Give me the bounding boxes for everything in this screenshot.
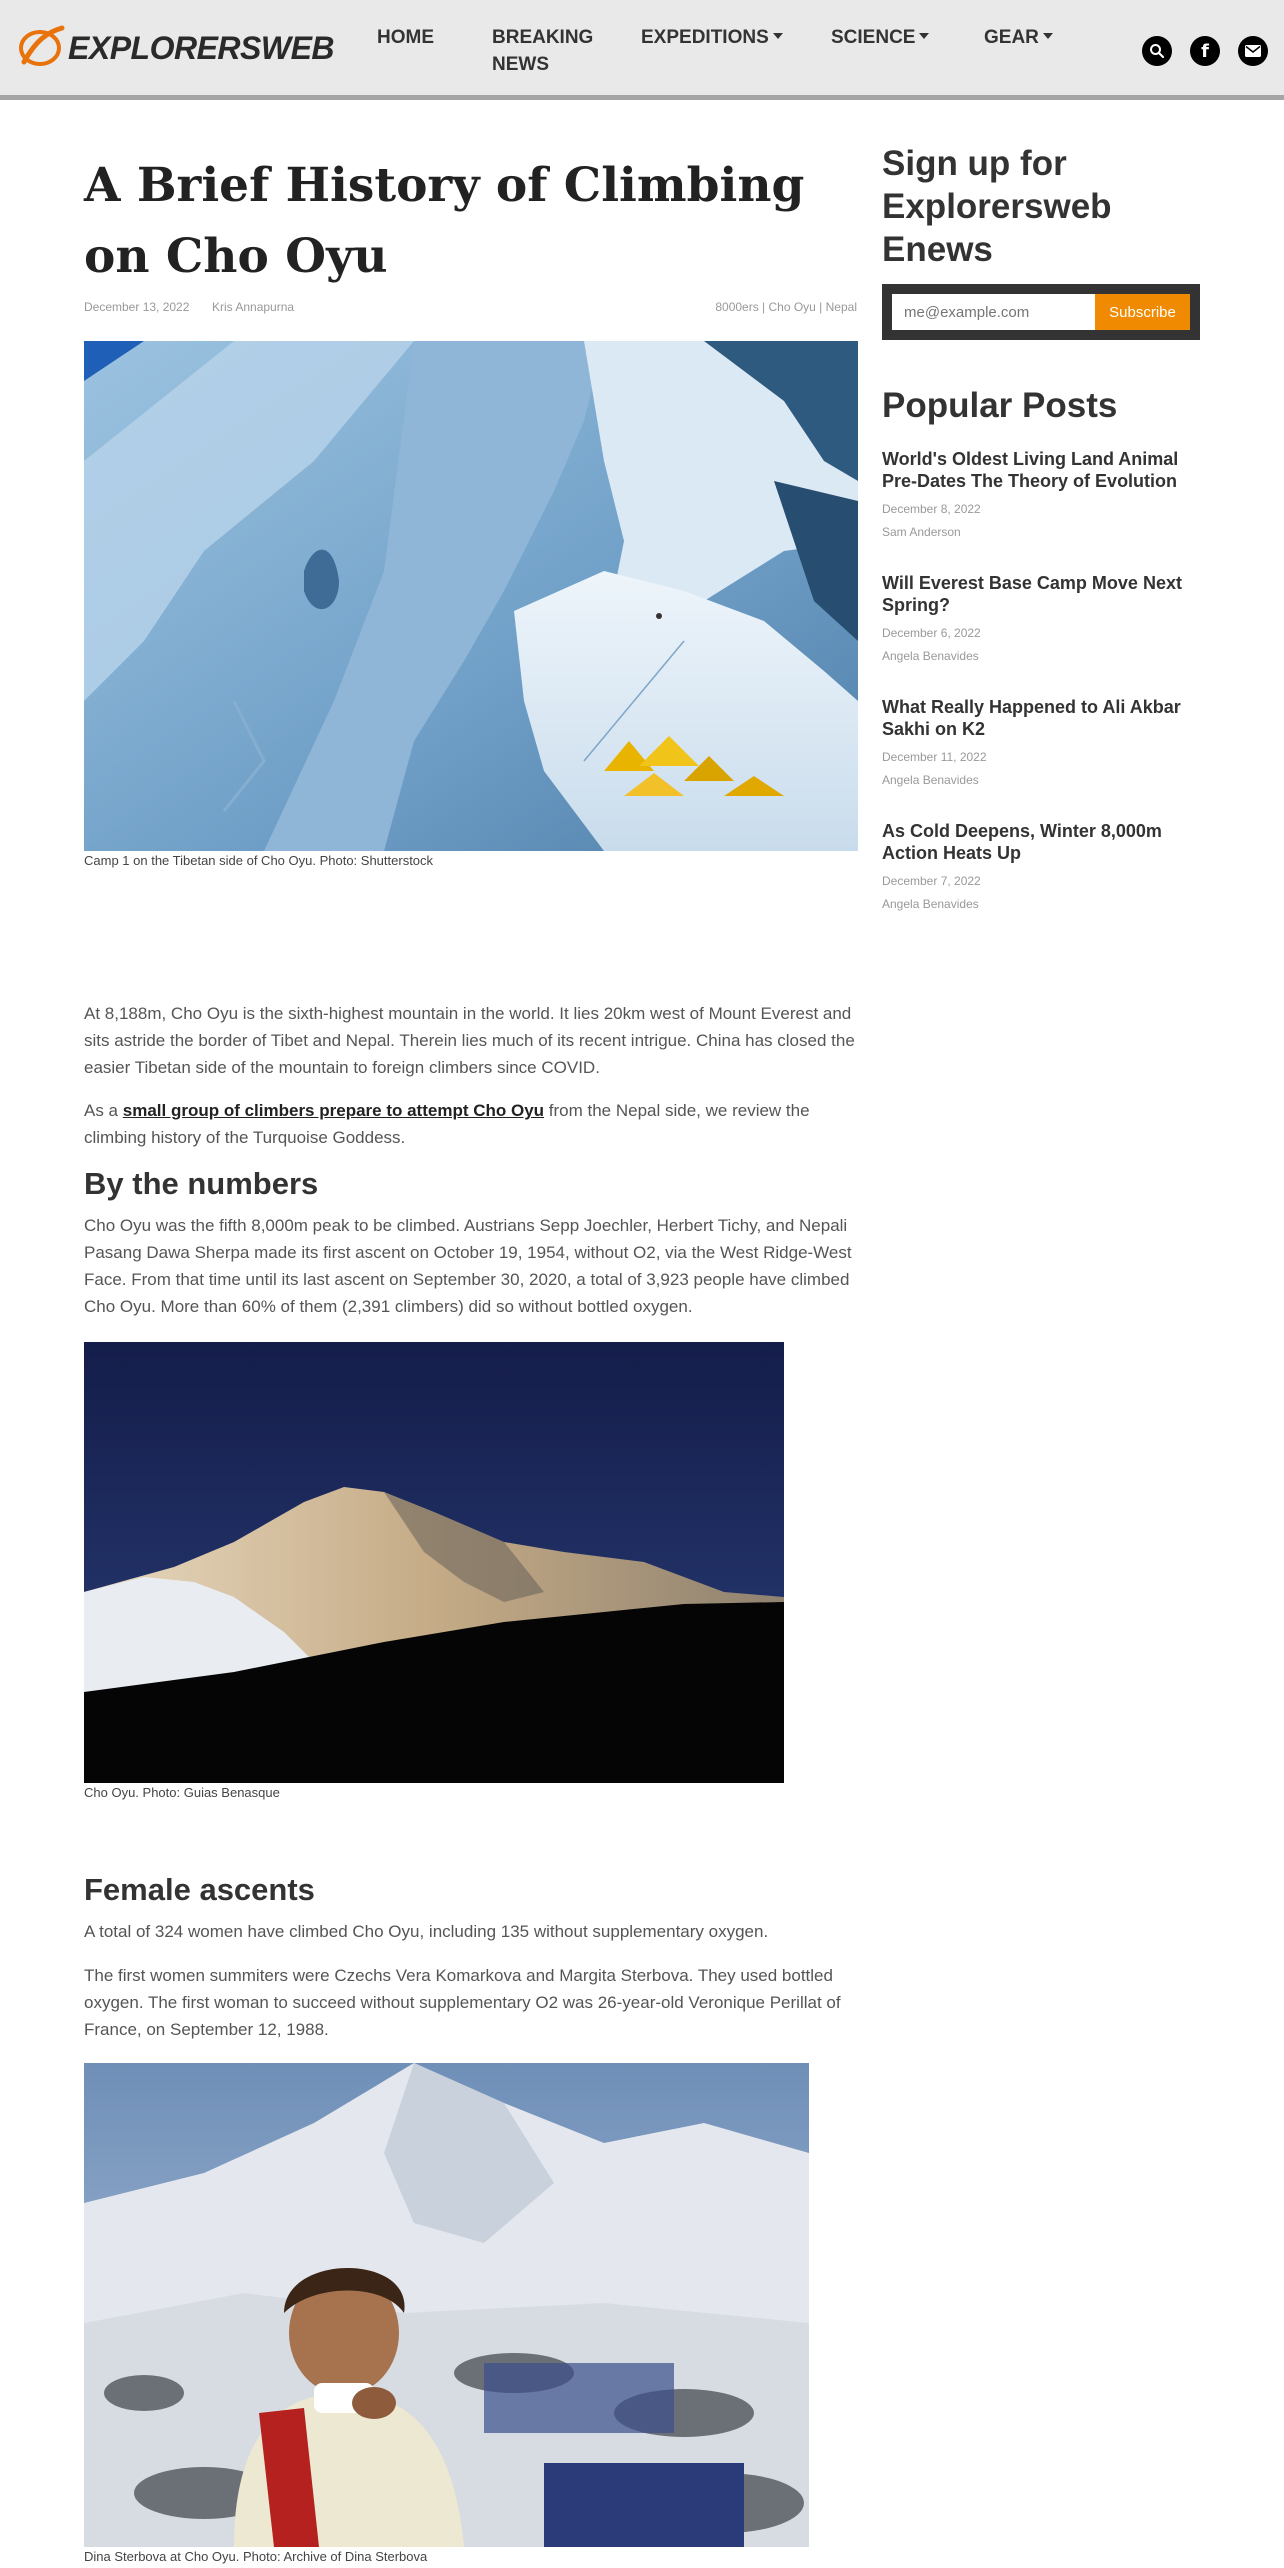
popular-post-author: Angela Benavides <box>882 773 979 787</box>
popular-post-date: December 8, 2022 <box>882 502 981 516</box>
caret-down-icon <box>919 33 929 39</box>
nav-breaking-line1: BREAKING <box>492 27 594 48</box>
nav-breaking-news[interactable] <box>492 24 602 78</box>
nav-home[interactable] <box>377 24 457 51</box>
popular-post-author: Sam Anderson <box>882 525 961 539</box>
popular-post-title[interactable]: Will Everest Base Camp Move Next Spring? <box>882 573 1182 615</box>
popular-post-date: December 6, 2022 <box>882 626 981 640</box>
dina-sterbova-illustration <box>84 2063 809 2547</box>
popular-post-title[interactable]: As Cold Deepens, Winter 8,000m Action Heats Up <box>882 821 1162 863</box>
popular-post-author: Angela Benavides <box>882 649 979 663</box>
popular-post-author: Angela Benavides <box>882 897 979 911</box>
facebook-glyph: f <box>1201 40 1209 62</box>
popular-post <box>882 572 1212 663</box>
article-author[interactable]: Kris Annapurna <box>212 300 295 314</box>
camp1-caption: Camp 1 on the Tibetan side of Cho Oyu. Photo: Shutterstock <box>84 853 434 868</box>
caret-down-icon <box>1043 33 1053 39</box>
nav-home-label: HOME <box>377 27 434 48</box>
context-text-before: As a <box>84 1101 123 1120</box>
signup-title: Sign up for Explorersweb Enews <box>882 144 1112 269</box>
popular-post <box>882 696 1212 787</box>
popular-post <box>882 448 1212 539</box>
nav-gear[interactable] <box>984 24 1084 51</box>
camp1-image <box>84 341 858 851</box>
numbers-paragraph: Cho Oyu was the fifth 8,000m peak to be climbed. Austrians Sepp Joechler, Herbert Tichy, and Nepali Pasang Dawa Sherpa made its first ascent on October 19, 1954, without O2, via the West Ridge-West Face. From that time until its last ascent on September 30, 2020, a total of 3,923 people have climbed Cho Oyu. More than 60% of them (2,391 climbers) did so without bottled oxygen. <box>84 1216 852 1316</box>
article-tags[interactable]: 8000ers | Cho Oyu | Nepal <box>715 300 857 314</box>
section-heading-numbers: By the numbers <box>84 1166 319 1201</box>
email-icon[interactable] <box>1238 36 1268 66</box>
intro-paragraph: At 8,188m, Cho Oyu is the sixth-highest mountain in the world. It lies 20km west of Mount Everest and sits astride the border of Tibet and Nepal. Therein lies much of its recent intrigue. China has closed the easier Tibetan side of the mountain to foreign climbers since COVID. <box>84 1004 855 1077</box>
cho-oyu-illustration <box>84 1342 784 1783</box>
nav-breaking-line2: NEWS <box>492 54 549 75</box>
popular-post-title[interactable]: What Really Happened to Ali Akbar Sakhi on K2 <box>882 697 1181 739</box>
site-logo[interactable] <box>14 22 334 74</box>
section-heading-female: Female ascents <box>84 1872 315 1907</box>
facebook-icon[interactable] <box>1190 36 1220 66</box>
logo-text: EXPLORERSWEB <box>68 29 335 66</box>
subscribe-button[interactable]: Subscribe <box>1095 294 1190 330</box>
article-date: December 13, 2022 <box>84 300 190 314</box>
climbers-attempt-link[interactable]: small group of climbers prepare to attempt Cho Oyu <box>122 1101 545 1120</box>
email-input[interactable] <box>892 294 1095 330</box>
nav-gear-label: GEAR <box>984 27 1039 48</box>
nav-expeditions-label: EXPEDITIONS <box>641 27 769 48</box>
site-header <box>0 0 1284 100</box>
article-title: A Brief History of Climbing on Cho Oyu <box>84 158 805 284</box>
logo-swoosh-icon <box>14 22 66 74</box>
dina-sterbova-caption: Dina Sterbova at Cho Oyu. Photo: Archive of Dina Sterbova <box>84 2549 428 2564</box>
popular-post-date: December 7, 2022 <box>882 874 981 888</box>
context-paragraph <box>84 1097 860 1151</box>
cho-oyu-caption: Cho Oyu. Photo: Guias Benasque <box>84 1785 280 1800</box>
nav-science[interactable] <box>831 24 951 51</box>
camp1-illustration <box>84 341 858 851</box>
popular-post <box>882 820 1212 911</box>
search-icon[interactable] <box>1142 36 1172 66</box>
female-paragraph-1: A total of 324 women have climbed Cho Oyu, including 135 without supplementary oxygen. <box>84 1922 769 1941</box>
header-icons <box>1142 36 1268 66</box>
context-text-after: from the Nepal side, we review the climbing history of the Turquoise Goddess. <box>84 1101 810 1147</box>
cho-oyu-image <box>84 1342 784 1783</box>
popular-post-date: December 11, 2022 <box>882 750 987 764</box>
female-paragraph-2: The first women summiters were Czechs Vera Komarkova and Margita Sterbova. They used bottled oxygen. The first woman to succeed without supplementary O2 was 26-year-old Veronique Perillat of France, on September 12, 1988. <box>84 1966 841 2039</box>
newsletter-form <box>882 284 1200 340</box>
nav-science-label: SCIENCE <box>831 27 916 48</box>
caret-down-icon <box>773 33 783 39</box>
nav-expeditions[interactable] <box>641 24 801 51</box>
popular-posts-title: Popular Posts <box>882 386 1118 425</box>
popular-post-title[interactable]: World's Oldest Living Land Animal Pre-Dates The Theory of Evolution <box>882 449 1179 491</box>
dina-sterbova-image <box>84 2063 809 2547</box>
